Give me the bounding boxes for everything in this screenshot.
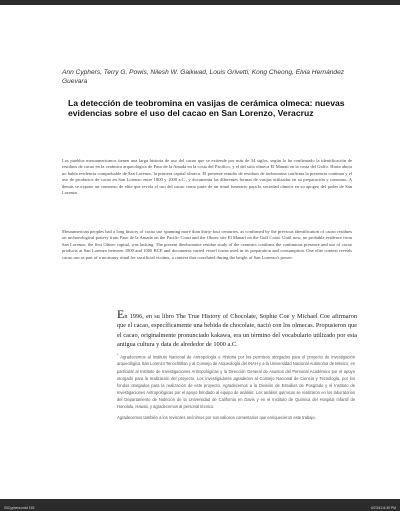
- footnote-block: [117, 352, 355, 425]
- footnote-2: Agradecemos también a los revisores anónimos por sus valiosos comentarios que enriquecieron este trabajo.: [117, 415, 316, 421]
- abstract-spanish: Los pueblos mesoamericanos tienen una larga historia de uso del cacao que se extiende por más de 34 siglos, según lo ha confirmado la identificación de residuos de cacao en la cerámica arqueológica de Paso de la Amada en la costa del Pacífico, y el del sitio olmeca El Manatí en la costa del Golfo. Hasta ahora no había evidencia comprobable de San Lorenzo, la primera capital olmeca. El presente estudio de residuos de teobromina confirma la presencia continua y el uso de productos de cacao en San Lorenzo entre 1800 y 1000 a.C., y documenta las diferentes formas de vasijas utilizadas en su preparación y consumo. A demás se expone un consenso de elite que revela el uso del cacao como parte de un ritual funerario para la sociedad olmeca en su apogeo del poder de San Lorenzo.: [62, 158, 352, 196]
- article-title: La detección de teobromina en vasijas de cerámica olmeca: nuevas evidencias sobre el uso del cacao en San Lorenzo, Veracruz: [68, 98, 345, 119]
- author-list: Ann Cyphers, Terry G. Powis, Nilesh W. Gaikwad, Louis Grivetti, Kong Cheong, Elvia Hernández Guevara: [62, 69, 345, 86]
- footnote-1-text: Agradecemos al Instituto Nacional de Antropología e Historia por los permisos otorgados para el proyecto de investigación arqueológica San Lorenzo Tenochtitlan y al Consejo de Arqueología del INAH y a la Universidad Nacional Autónoma de México, en particular al Instituto de Investigaciones Antropológicas y la Dirección General de Asuntos del Personal Académico por el apoyo otorgado para la realización del proyecto. Los investigadores agradecen al Consejo Nacional de Ciencia y Tecnología, por los fondos otorgados para la realización de este proyecto. Agradecemos a la División de Estudios de Posgrado y el Instituto de Investigaciones Antropológicas por el apoyo brindado al equipo de análisis. Los análisis químicos se realizaron en los laboratorios del Departamento de Nutrición de la Universidad de California en Davis y en el Instituto de Química del Hospital Infantil de Honolulu, Hawaii, y agradecemos al personal técnico.: [117, 354, 355, 410]
- footnote-mark: *: [117, 353, 119, 357]
- drop-cap: E: [117, 307, 125, 321]
- top-frame-bar: [0, 0, 400, 5]
- intro-paragraph: [117, 307, 357, 349]
- abstract-english: Mesoamerican peoples had a long history of cacao use spanning more than thirty-four centuries, as confirmed by the previous identification of cacao residues on archaeological pottery from Paso de la Amada on the Pacific Coast and the Olmec site El Manatí on the Gulf Coast. Until now, no probable evidence from San Lorenzo, the first Olmec capital, was lacking. The present theobromine residue study of the ceramics confirms the continuous presence and use of cacao products at San Lorenzo between 1800 and 1000 BCE and documents varied vessel forms used in its preparation and consumption. One elite context reveals cacao use as part of a mortuary ritual for sacrificial victims, a context that correlated during the height of San Lorenzo's power.: [62, 229, 352, 260]
- bottom-frame-bar: [0, 499, 400, 511]
- footnote-1: [117, 352, 355, 410]
- intro-text: n 1996, en su libro The True History of Chocolate, Sophie Coe y Michael Coe afirmaron que el cacao, específicamente una bebida de chocolate, nació con los olmecas. Propusieron que el cacao, originalmente pronunciado kakawa, era un término del vocabulario utilizado por esta antigua cultura y data de alrededor de 1000 a.C.: [117, 313, 357, 348]
- print-timestamp: 6/23/13 6:30 PM: [371, 506, 396, 510]
- file-slug: 03Cyphers.indd 153: [4, 506, 35, 510]
